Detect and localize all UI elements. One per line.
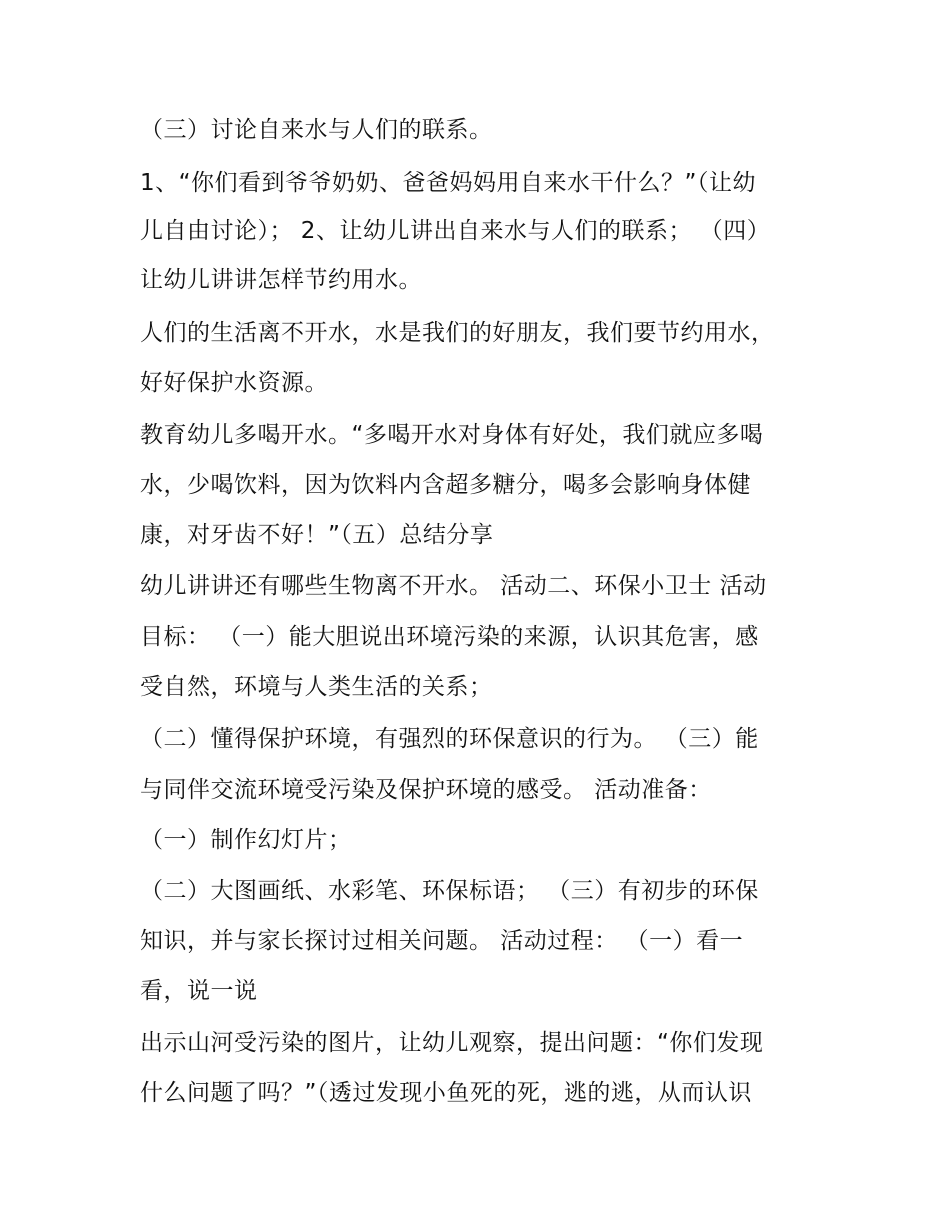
text-line: （三）讨论自来水与人们的联系。 — [140, 117, 493, 143]
text-line: （二）懂得保护环境，有强烈的环保意识的行为。 （三）能 — [140, 726, 759, 752]
text-line: 1、“你们看到爷爷奶奶、爸爸妈妈用自来水干什么？”（让幼 — [140, 170, 756, 196]
text-line: 教育幼儿多喝开水。“多喝开水对身体有好处，我们就应多喝 — [140, 422, 764, 448]
text-line: 出示山河受污染的图片，让幼儿观察，提出问题：“你们发现 — [140, 1030, 764, 1056]
text-line: 让幼儿讲讲怎样节约用水。 — [140, 267, 422, 293]
text-line: （二）大图画纸、水彩笔、环保标语； （三）有初步的环保 — [140, 878, 759, 904]
text-line: 知识，并与家长探讨过相关问题。 活动过程： （一）看一 — [140, 928, 744, 954]
text-line: （一）制作幻灯片； — [140, 827, 352, 853]
text-line: 与同伴交流环境受污染及保护环境的感受。 活动准备： — [140, 777, 712, 803]
text-line: 受自然，环境与人类生活的关系； — [140, 674, 493, 700]
text-line: 目标： （一）能大胆说出环境污染的来源，认识其危害，感 — [140, 624, 759, 650]
text-line: 人们的生活离不开水，水是我们的好朋友，我们要节约用水， — [140, 320, 775, 346]
text-line: 水，少喝饮料，因为饮料内含超多糖分，喝多会影响身体健 — [140, 472, 751, 498]
text-line: 看，说一说 — [140, 978, 258, 1004]
text-line: 好好保护水资源。 — [140, 370, 328, 396]
text-line: 什么问题了吗？”（透过发现小鱼死的死，逃的逃，从而认识 — [140, 1080, 752, 1106]
text-line: 康，对牙齿不好！”（五）总结分享 — [140, 522, 494, 548]
text-line: 儿自由讨论）； 2、让幼儿讲出自来水与人们的联系； （四） — [140, 218, 771, 244]
text-line: 幼儿讲讲还有哪些生物离不开水。 活动二、环保小卫士 活动 — [140, 573, 767, 599]
